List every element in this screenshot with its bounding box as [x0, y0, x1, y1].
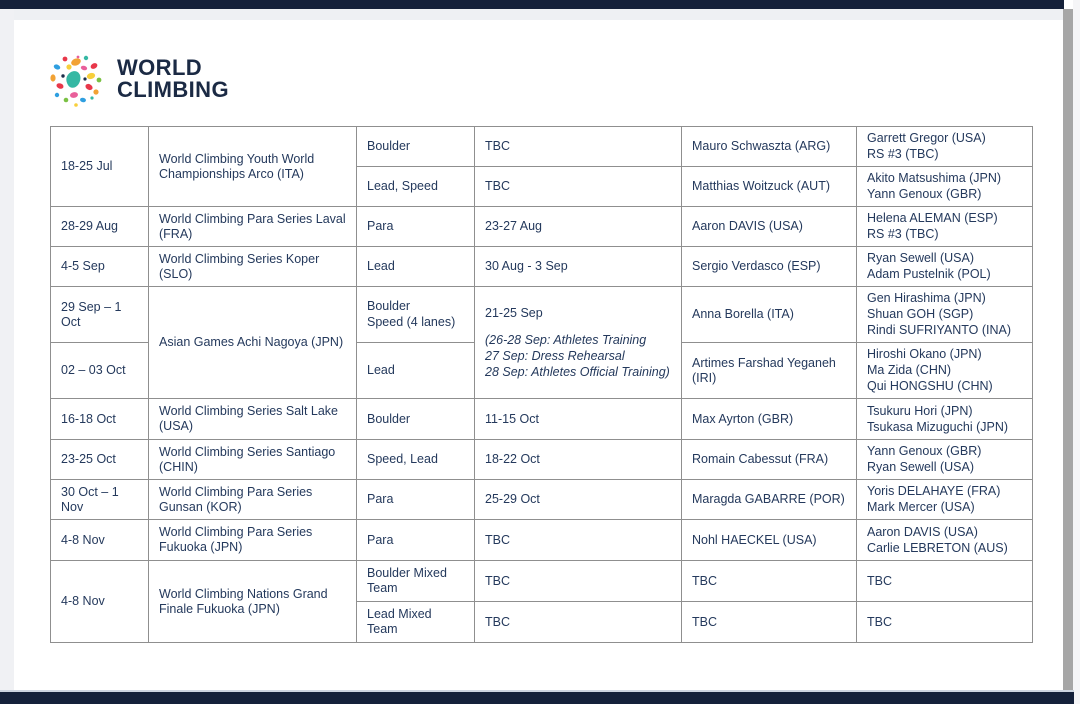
- table-cell: [51, 520, 149, 561]
- table-row: [51, 440, 1033, 480]
- table-cell: [682, 602, 857, 643]
- table-cell: [51, 127, 149, 207]
- cell-text: 18-22 Oct: [485, 452, 540, 466]
- scrollbar[interactable]: [1063, 9, 1073, 692]
- cell-text: Aaron DAVIS (USA): [692, 219, 803, 233]
- table-cell: [51, 247, 149, 287]
- cell-text: World Climbing Para Series Laval (FRA): [159, 211, 346, 241]
- table-cell: [149, 440, 357, 480]
- table-cell: [149, 480, 357, 520]
- table-cell: [857, 520, 1033, 561]
- table-cell: [51, 287, 149, 343]
- table-cell: [682, 207, 857, 247]
- cell-italic-note: (26-28 Sep: Athletes Training 27 Sep: Dress Rehearsal 28 Sep: Athletes Official Training): [485, 332, 670, 379]
- cell-text: Qui HONGSHU (CHN): [867, 379, 993, 393]
- cell-text: Shuan GOH (SGP): [867, 307, 974, 321]
- table-cell: [475, 207, 682, 247]
- table-cell: [475, 520, 682, 561]
- cell-text: Ma Zida (CHN): [867, 363, 952, 377]
- cell-text: World Climbing Youth World Championships Arco (ITA): [159, 151, 315, 181]
- cell-text: Lead, Speed: [367, 179, 438, 193]
- table-cell: [682, 399, 857, 440]
- table-cell: [682, 247, 857, 287]
- cell-text: TBC: [692, 573, 717, 588]
- table-cell: [857, 207, 1033, 247]
- cell-text: TBC: [485, 179, 510, 193]
- table-cell: [475, 247, 682, 287]
- cell-text: Lead Mixed Team: [367, 607, 432, 636]
- table-row: [51, 207, 1033, 247]
- table-cell: [682, 287, 857, 343]
- table-cell: [857, 561, 1033, 602]
- cell-text: 25-29 Oct: [485, 492, 540, 506]
- cell-text: 02 – 03 Oct: [61, 363, 126, 377]
- cell-text: 23-25 Oct: [61, 452, 116, 466]
- table-cell: [682, 520, 857, 561]
- cell-text: Tsukuru Hori (JPN): [867, 403, 973, 418]
- cell-text: 11-15 Oct: [485, 411, 539, 426]
- cell-text: Boulder: [367, 411, 411, 426]
- cell-text: Akito Matsushima (JPN): [867, 171, 1002, 185]
- table-cell: [857, 287, 1033, 343]
- table-row: [51, 399, 1033, 440]
- table-row: [51, 287, 1033, 343]
- cell-text: World Climbing Nations Grand Finale Fukuoka (JPN): [159, 586, 328, 616]
- logo-word-1: WORLD: [117, 55, 203, 80]
- cell-text: World Climbing Series Salt Lake (USA): [159, 404, 339, 433]
- cell-text: Boulder: [367, 139, 411, 153]
- cell-text: Lead: [367, 259, 395, 273]
- cell-text: TBC: [692, 614, 717, 629]
- cell-text: Ryan Sewell (USA): [867, 251, 974, 265]
- table-cell: [857, 343, 1033, 399]
- cell-text: 4-5 Sep: [61, 259, 105, 273]
- cell-text: Nohl HAECKEL (USA): [692, 532, 817, 547]
- cell-text: Max Ayrton (GBR): [692, 411, 794, 426]
- cell-text: Yoris DELAHAYE (FRA): [867, 484, 1001, 498]
- cell-text: Artimes Farshad Yeganeh (IRI): [692, 355, 836, 385]
- table-cell: [475, 602, 682, 643]
- table-cell: [51, 343, 149, 399]
- table-cell: [357, 602, 475, 643]
- cell-text: Hiroshi Okano (JPN): [867, 347, 982, 361]
- cell-text: Carlie LEBRETON (AUS): [867, 540, 1008, 555]
- table-cell: [475, 287, 682, 399]
- table-cell: [51, 561, 149, 643]
- table-cell: [857, 440, 1033, 480]
- table-cell: [357, 167, 475, 207]
- table-cell: [475, 480, 682, 520]
- cell-text: Matthias Woitzuck (AUT): [692, 179, 830, 193]
- table-cell: [682, 561, 857, 602]
- table-cell: [51, 207, 149, 247]
- table-cell: [857, 247, 1033, 287]
- table-cell: [149, 520, 357, 561]
- left-page-gutter: [0, 9, 14, 692]
- table-cell: [357, 480, 475, 520]
- table-row: [51, 127, 1033, 167]
- cell-text: 21-25 Sep: [485, 305, 543, 320]
- cell-text: TBC: [485, 532, 510, 547]
- cell-text: Romain Cabessut (FRA): [692, 452, 829, 466]
- table-cell: [857, 399, 1033, 440]
- cell-text: Boulder: [367, 299, 411, 313]
- table-cell: [357, 399, 475, 440]
- top-grey-strip: [0, 9, 1064, 20]
- table-cell: [51, 480, 149, 520]
- cell-text: Anna Borella (ITA): [692, 307, 794, 321]
- cell-text: Sergio Verdasco (ESP): [692, 259, 821, 273]
- cell-text: 18-25 Jul: [61, 159, 113, 173]
- table-cell: [51, 399, 149, 440]
- bottom-navy-bar: [0, 692, 1074, 704]
- table-cell: [357, 127, 475, 167]
- table-cell: [857, 602, 1033, 643]
- table-cell: [475, 127, 682, 167]
- table-cell: [857, 167, 1033, 207]
- cell-text: TBC: [485, 139, 510, 153]
- cell-text: Speed, Lead: [367, 452, 438, 466]
- cell-text: World Climbing Series Santiago (CHIN): [159, 444, 336, 474]
- right-page-margin: [1073, 0, 1080, 704]
- cell-text: 29 Sep – 1 Oct: [61, 299, 122, 329]
- table-row: [51, 247, 1033, 287]
- cell-text: RS #3 (TBC): [867, 227, 939, 241]
- cell-text: Adam Pustelnik (POL): [867, 267, 991, 281]
- table-cell: [357, 561, 475, 602]
- cell-text: Rindi SUFRIYANTO (INA): [867, 323, 1012, 337]
- cell-text: Ryan Sewell (USA): [867, 460, 974, 474]
- table-row: [51, 520, 1033, 561]
- logo-wordmark: [117, 57, 229, 101]
- table-cell: [149, 287, 357, 399]
- cell-text: Maragda GABARRE (POR): [692, 492, 845, 506]
- world-climbing-logo: [47, 50, 229, 108]
- table-cell: [357, 520, 475, 561]
- cell-text: World Climbing Para Series Gunsan (KOR): [159, 484, 313, 514]
- cell-text: Speed (4 lanes): [367, 315, 456, 329]
- table-cell: [475, 561, 682, 602]
- cell-text: Helena ALEMAN (ESP): [867, 211, 998, 225]
- cell-text: 28-29 Aug: [61, 219, 118, 233]
- events-tbody: [51, 127, 1033, 643]
- logo-word-2: CLIMBING: [117, 77, 229, 102]
- cell-text: Asian Games Achi Nagoya (JPN): [159, 335, 344, 349]
- cell-text: 16-18 Oct: [61, 411, 116, 426]
- cell-text: RS #3 (TBC): [867, 147, 939, 161]
- cell-text: Yann Genoux (GBR): [867, 187, 982, 201]
- table-cell: [857, 480, 1033, 520]
- cell-text: Para: [367, 532, 394, 547]
- world-climbing-logo-icon: [47, 50, 105, 108]
- cell-text: Gen Hirashima (JPN): [867, 291, 986, 305]
- table-cell: [682, 440, 857, 480]
- cell-text: Garrett Gregor (USA): [867, 131, 986, 145]
- table-cell: [475, 440, 682, 480]
- cell-text: 4-8 Nov: [61, 594, 105, 608]
- table-cell: [475, 399, 682, 440]
- top-navy-bar: [0, 0, 1064, 9]
- cell-text: World Climbing Series Koper (SLO): [159, 251, 320, 281]
- cell-text: Mauro Schwaszta (ARG): [692, 139, 831, 153]
- table-cell: [149, 399, 357, 440]
- cell-text: Tsukasa Mizuguchi (JPN): [867, 419, 1009, 434]
- cell-text: Lead: [367, 363, 395, 377]
- events-table: [50, 126, 1033, 643]
- table-cell: [357, 440, 475, 480]
- cell-text: 30 Aug - 3 Sep: [485, 259, 568, 273]
- table-cell: [682, 343, 857, 399]
- table-cell: [149, 207, 357, 247]
- table-cell: [357, 287, 475, 343]
- table-cell: [149, 561, 357, 643]
- table-cell: [149, 127, 357, 207]
- cell-text: World Climbing Para Series Fukuoka (JPN): [159, 525, 313, 554]
- cell-text: 30 Oct – 1 Nov: [61, 484, 119, 514]
- cell-text: TBC: [867, 573, 892, 588]
- table-cell: [682, 167, 857, 207]
- table-row: [51, 480, 1033, 520]
- cell-text: Aaron DAVIS (USA): [867, 524, 978, 539]
- table-cell: [51, 440, 149, 480]
- cell-text: 23-27 Aug: [485, 219, 542, 233]
- table-cell: [857, 127, 1033, 167]
- cell-text: TBC: [485, 573, 510, 588]
- table-cell: [149, 247, 357, 287]
- table-cell: [357, 207, 475, 247]
- table-cell: [357, 247, 475, 287]
- table-cell: [682, 127, 857, 167]
- table-cell: [475, 167, 682, 207]
- table-cell: [357, 343, 475, 399]
- cell-text: Para: [367, 492, 394, 506]
- table-cell: [682, 480, 857, 520]
- table-row: [51, 561, 1033, 602]
- cell-text: Mark Mercer (USA): [867, 500, 975, 514]
- cell-text: TBC: [485, 614, 510, 629]
- cell-text: TBC: [867, 614, 892, 629]
- cell-text: Yann Genoux (GBR): [867, 444, 982, 458]
- cell-text: Para: [367, 219, 394, 233]
- cell-text: Boulder Mixed Team: [367, 566, 447, 595]
- cell-text: 4-8 Nov: [61, 532, 105, 547]
